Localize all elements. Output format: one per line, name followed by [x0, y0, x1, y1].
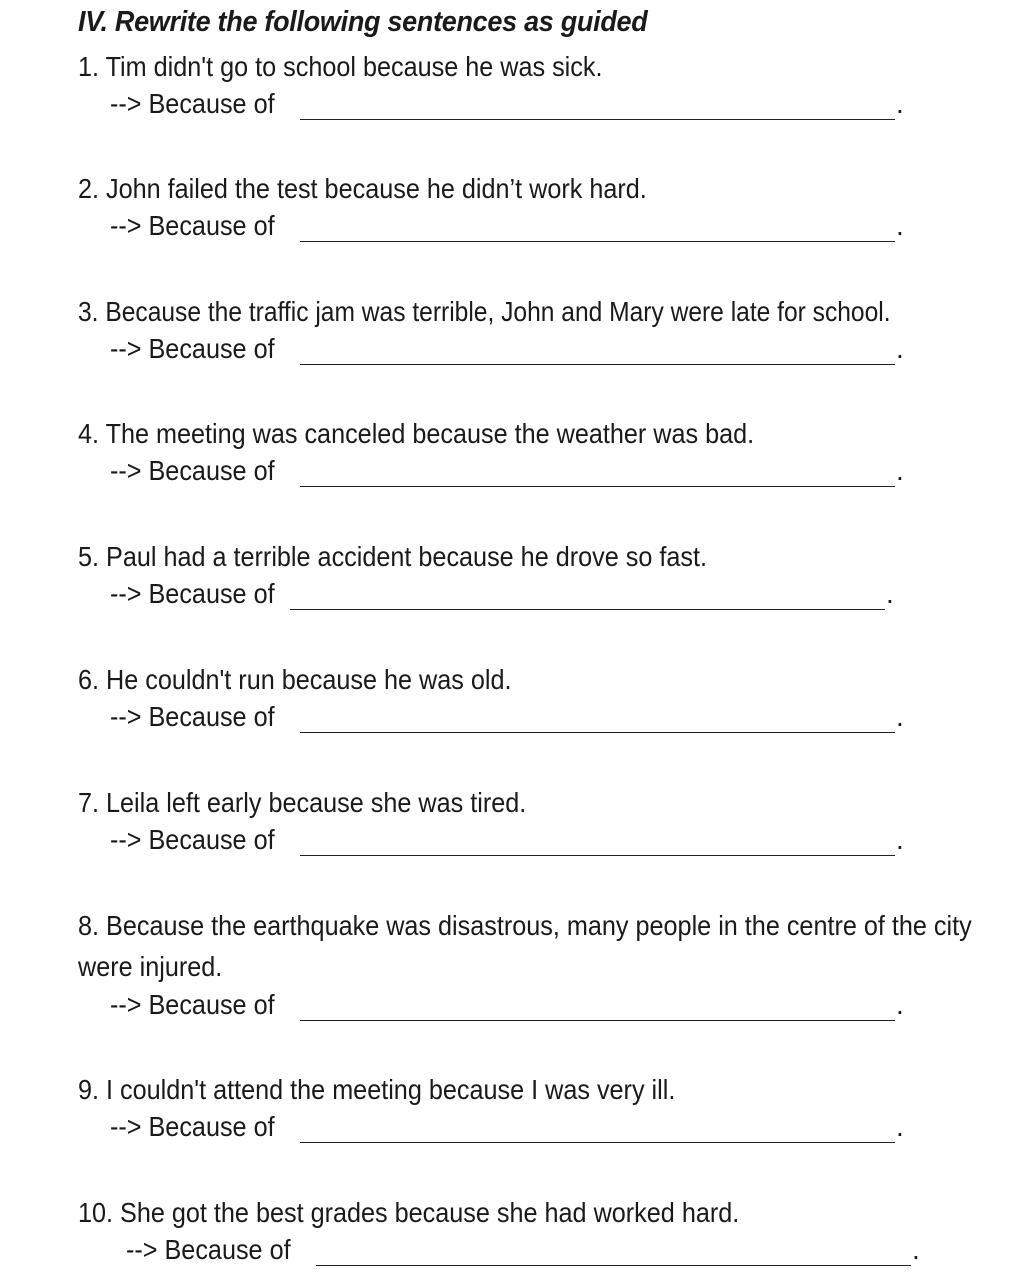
answer-prompt: --> Because of	[110, 989, 275, 1020]
answer-end: .	[896, 455, 904, 486]
answer-line	[110, 701, 904, 733]
answer-end: .	[896, 824, 904, 855]
item-sentence: 1. Tim didn't go to school because he was sick.	[78, 51, 603, 82]
answer-blank[interactable]	[300, 825, 895, 856]
answer-prompt: --> Because of	[110, 333, 275, 364]
answer-prompt: --> Because of	[110, 88, 275, 119]
item-sentence: 8. Because the earthquake was disastrous, many people in the centre of the city	[78, 910, 972, 941]
answer-end: .	[896, 1111, 904, 1142]
answer-end: .	[896, 88, 904, 119]
answer-prompt: --> Because of	[110, 701, 275, 732]
answer-blank[interactable]	[300, 1112, 895, 1143]
answer-line	[110, 88, 904, 120]
answer-prompt: --> Because of	[126, 1234, 291, 1265]
exercise-title: IV. Rewrite the following sentences as guided	[78, 6, 648, 38]
answer-prompt: --> Because of	[110, 1111, 275, 1142]
item-sentence: 10. She got the best grades because she had worked hard.	[78, 1197, 740, 1228]
answer-blank[interactable]	[300, 211, 895, 242]
answer-blank[interactable]	[300, 702, 895, 733]
answer-blank[interactable]	[316, 1235, 911, 1266]
answer-prompt: --> Because of	[110, 455, 275, 486]
answer-line	[110, 824, 904, 856]
answer-blank[interactable]	[300, 334, 895, 365]
answer-line	[110, 210, 904, 242]
answer-blank[interactable]	[300, 990, 895, 1021]
item-sentence: 3. Because the traffic jam was terrible, John and Mary were late for school.	[78, 296, 891, 327]
answer-line	[110, 989, 904, 1021]
answer-line	[110, 1111, 904, 1143]
item-sentence: 7. Leila left early because she was tired.	[78, 787, 527, 818]
answer-prompt: --> Because of	[110, 210, 275, 241]
item-sentence-continued: were injured.	[78, 951, 223, 982]
answer-end: .	[896, 989, 904, 1020]
answer-line	[110, 455, 904, 487]
item-sentence: 6. He couldn't run because he was old.	[78, 664, 512, 695]
answer-prompt: --> Because of	[110, 578, 275, 609]
answer-end: .	[896, 701, 904, 732]
item-sentence: 9. I couldn't attend the meeting because I was very ill.	[78, 1074, 676, 1105]
answer-blank[interactable]	[300, 456, 895, 487]
answer-line	[110, 333, 904, 365]
item-sentence: 5. Paul had a terrible accident because he drove so fast.	[78, 541, 708, 572]
item-sentence: 4. The meeting was canceled because the weather was bad.	[78, 418, 755, 449]
answer-end: .	[896, 333, 904, 364]
answer-line	[126, 1234, 920, 1266]
answer-end: .	[886, 578, 894, 609]
answer-prompt: --> Because of	[110, 824, 275, 855]
answer-blank[interactable]	[300, 89, 895, 120]
answer-end: .	[896, 210, 904, 241]
answer-end: .	[912, 1234, 920, 1265]
answer-blank[interactable]	[290, 579, 885, 610]
answer-line	[110, 578, 894, 610]
item-sentence: 2. John failed the test because he didn’t work hard.	[78, 173, 647, 204]
